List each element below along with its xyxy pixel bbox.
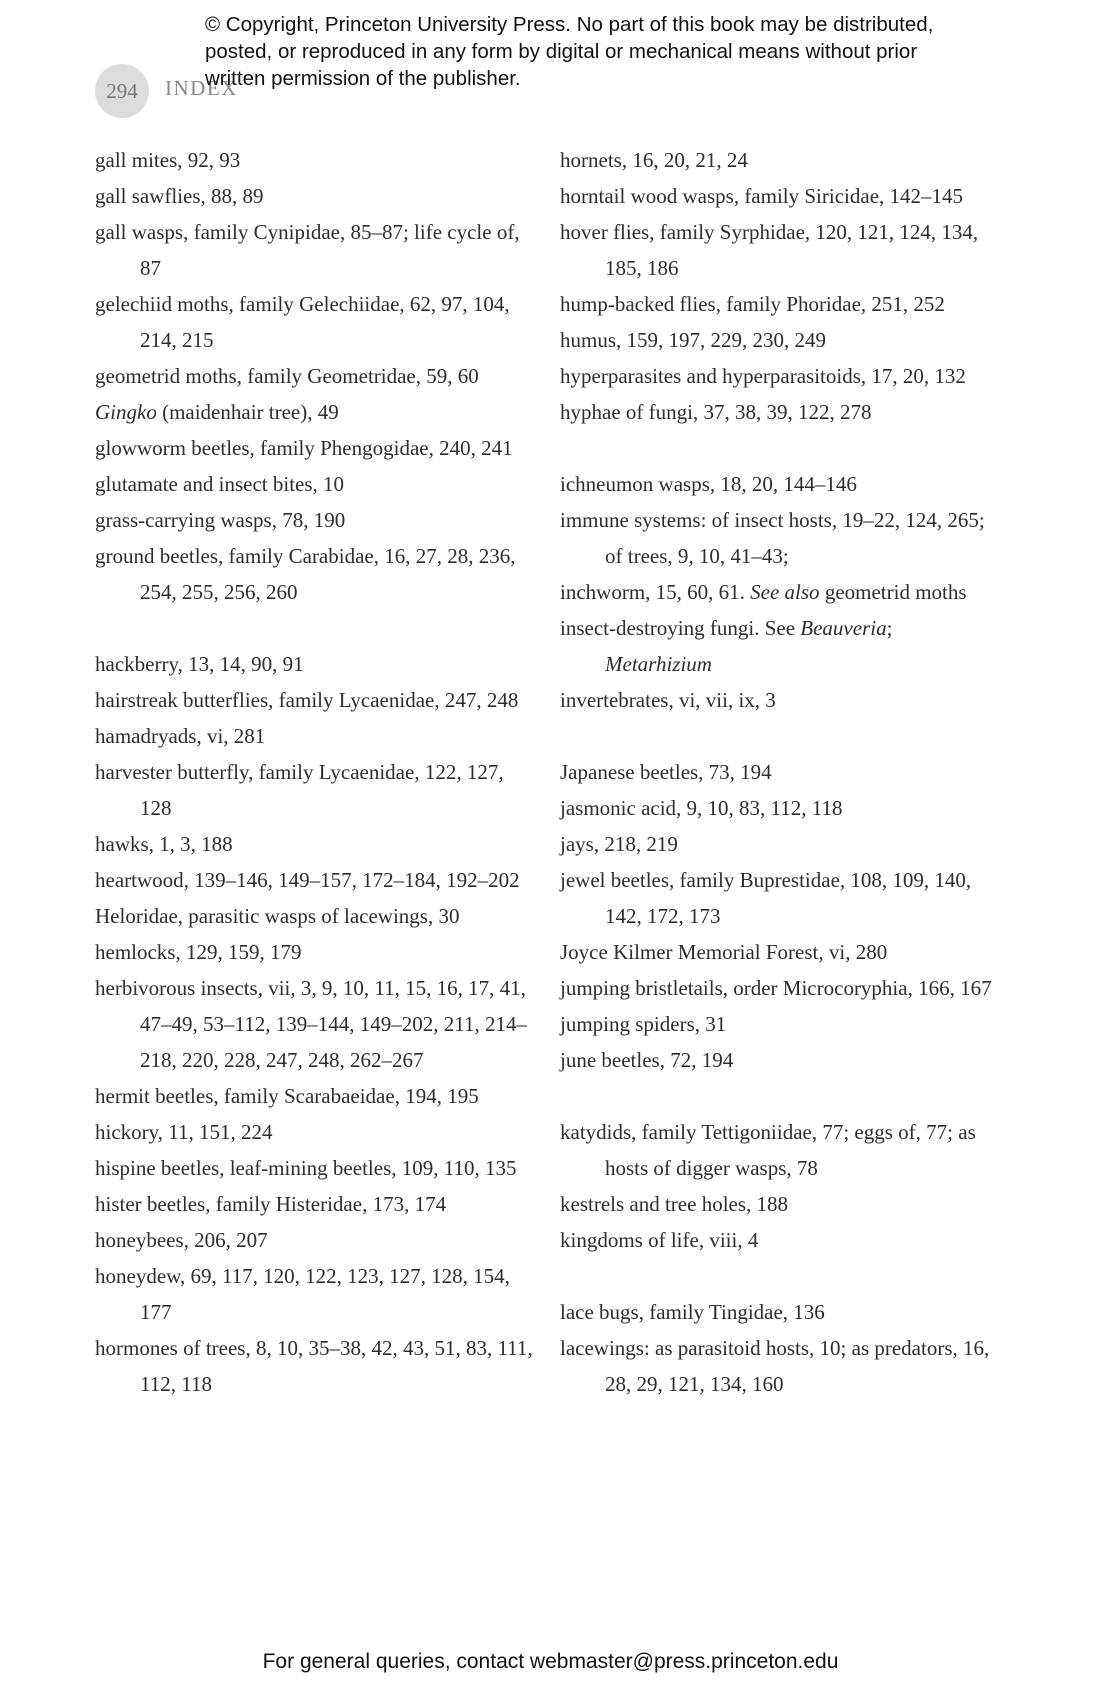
index-entry-text: inchworm, 15, 60, 61.: [560, 580, 745, 604]
index-entry: humus, 159, 197, 229, 230, 249: [560, 328, 827, 352]
index-entry: Japanese beetles, 73, 194: [560, 760, 772, 784]
index-entry: herbivorous insects, vii, 3, 9, 10, 11, 15, 16, 17, 41, 47–49, 53–112, 139–144, 149–202, 211, 214–218, 220, 228, 247, 248, 262–267: [95, 976, 527, 1072]
letter-group-gap: [95, 610, 535, 646]
index-entry: gelechiid moths, family Gelechiidae, 62, 97, 104, 214, 215: [95, 292, 510, 352]
running-head: INDEX: [165, 76, 238, 100]
page-number: 294: [95, 64, 149, 118]
index-entry: hawks, 1, 3, 188: [95, 832, 233, 856]
index-entry: hister beetles, family Histeridae, 173, 174: [95, 1192, 447, 1216]
index-entry: hermit beetles, family Scarabaeidae, 194, 195: [95, 1084, 479, 1108]
index-column-left: [95, 142, 535, 1402]
index-entry: immune systems: of insect hosts, 19–22, 124, 265; of trees, 9, 10, 41–43;: [560, 508, 985, 568]
letter-group-gap: [560, 718, 1000, 754]
index-entry-text: geometrid moths: [819, 580, 967, 604]
index-entry: horntail wood wasps, family Siricidae, 142–145: [560, 184, 964, 208]
index-entry: [560, 574, 1000, 610]
index-entry: hornets, 16, 20, 21, 24: [560, 148, 748, 172]
index-entry: glowworm beetles, family Phengogidae, 240, 241: [95, 436, 513, 460]
index-entry: ground beetles, family Carabidae, 16, 27, 28, 236, 254, 255, 256, 260: [95, 544, 516, 604]
index-entry: hispine beetles, leaf-mining beetles, 109, 110, 135: [95, 1156, 517, 1180]
index-entry: jumping spiders, 31: [560, 1012, 727, 1036]
index-entry: katydids, family Tettigoniidae, 77; eggs of, 77; as hosts of digger wasps, 78: [560, 1120, 976, 1180]
index-entry: grass-carrying wasps, 78, 190: [95, 508, 346, 532]
index-entry: hormones of trees, 8, 10, 35–38, 42, 43, 51, 83, 111, 112, 118: [95, 1336, 533, 1396]
index-entry: [560, 610, 1000, 682]
index-entry: honeybees, 206, 207: [95, 1228, 268, 1252]
index-entry: honeydew, 69, 117, 120, 122, 123, 127, 128, 154, 177: [95, 1264, 510, 1324]
index-entry: heartwood, 139–146, 149–157, 172–184, 192–202: [95, 868, 520, 892]
footer-contact: For general queries, contact webmaster@press.princeton.edu: [262, 1650, 839, 1673]
index-entry: hackberry, 13, 14, 90, 91: [95, 652, 304, 676]
index-entry: hairstreak butterflies, family Lycaenidae, 247, 248: [95, 688, 519, 712]
index-entry-text: ;: [886, 616, 893, 640]
index-entry: [95, 394, 535, 430]
index-entry-text: (maidenhair tree), 49: [162, 400, 339, 424]
index-entry: hyperparasites and hyperparasitoids, 17, 20, 132: [560, 364, 966, 388]
copyright-notice: © Copyright, Princeton University Press. No part of this book may be distributed, posted, or reproduced in any form by digital or mechanical means without prior written permission of the publisher.: [205, 13, 934, 90]
index-entry: jumping bristletails, order Microcoryphia, 166, 167: [560, 976, 992, 1000]
letter-group-gap: [560, 1258, 1000, 1294]
index-entry: gall sawflies, 88, 89: [95, 184, 264, 208]
index-entry: lacewings: as parasitoid hosts, 10; as predators, 16, 28, 29, 121, 134, 160: [560, 1336, 990, 1396]
index-entry-italic: Beauveria: [800, 616, 887, 640]
index-column-right: [560, 142, 1000, 1402]
index-entry: Heloridae, parasitic wasps of lacewings, 30: [95, 904, 460, 928]
index-entry: kestrels and tree holes, 188: [560, 1192, 789, 1216]
index-entry: gall wasps, family Cynipidae, 85–87; life cycle of, 87: [95, 220, 520, 280]
index-entry: jasmonic acid, 9, 10, 83, 112, 118: [560, 796, 843, 820]
index-entry-text: insect-destroying fungi. See: [560, 616, 801, 640]
index-entry: hemlocks, 129, 159, 179: [95, 940, 302, 964]
index-entry: hover flies, family Syrphidae, 120, 121, 124, 134, 185, 186: [560, 220, 979, 280]
letter-group-gap: [560, 430, 1000, 466]
index-entry: geometrid moths, family Geometridae, 59, 60: [95, 364, 479, 388]
letter-group-gap: [560, 1078, 1000, 1114]
index-entry: harvester butterfly, family Lycaenidae, 122, 127, 128: [95, 760, 504, 820]
index-entry: hump-backed flies, family Phoridae, 251, 252: [560, 292, 945, 316]
index-entry-italic: See also: [750, 580, 820, 604]
index-entry: gall mites, 92, 93: [95, 148, 241, 172]
index-entry: hyphae of fungi, 37, 38, 39, 122, 278: [560, 400, 872, 424]
index-entry: ichneumon wasps, 18, 20, 144–146: [560, 472, 857, 496]
index-entry: jewel beetles, family Buprestidae, 108, 109, 140, 142, 172, 173: [560, 868, 972, 928]
index-entry: june beetles, 72, 194: [560, 1048, 734, 1072]
index-entry: invertebrates, vi, vii, ix, 3: [560, 688, 776, 712]
index-entry: jays, 218, 219: [560, 832, 678, 856]
index-entry: kingdoms of life, viii, 4: [560, 1228, 759, 1252]
index-entry: glutamate and insect bites, 10: [95, 472, 345, 496]
index-entry: hickory, 11, 151, 224: [95, 1120, 273, 1144]
index-entry: lace bugs, family Tingidae, 136: [560, 1300, 825, 1324]
index-entry: hamadryads, vi, 281: [95, 724, 266, 748]
index-entry: Joyce Kilmer Memorial Forest, vi, 280: [560, 940, 888, 964]
index-entry-italic: Gingko: [95, 400, 157, 424]
index-entry-italic: Metarhizium: [605, 652, 712, 676]
